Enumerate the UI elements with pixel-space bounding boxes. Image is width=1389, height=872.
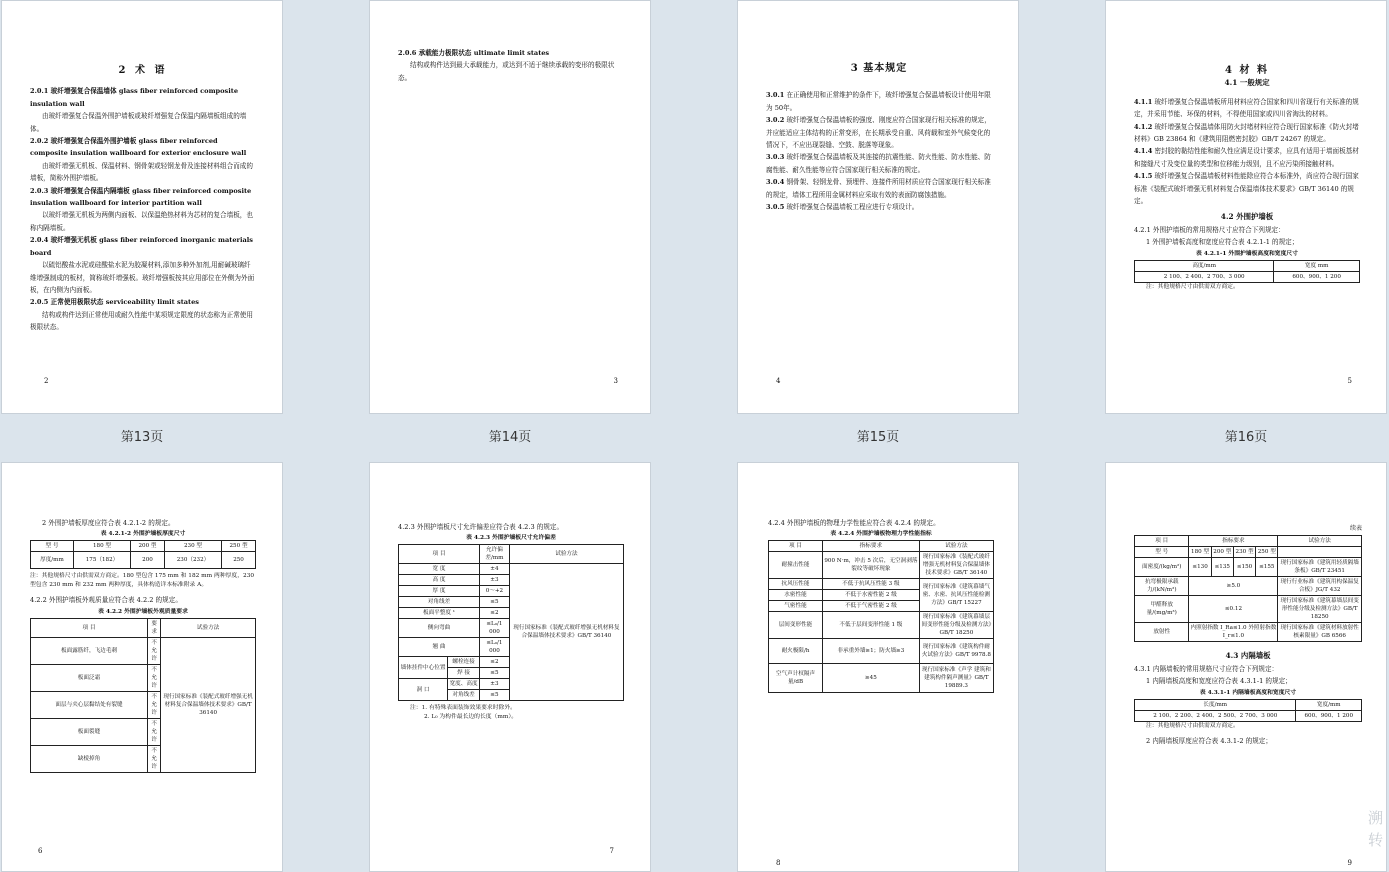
- page-14[interactable]: [369, 0, 651, 414]
- term-heading: 2.0.1 玻纤增强复合保温墙体 glass fiber reinforced composite insulation wall: [30, 87, 239, 108]
- clause: 3.0.5 玻纤增强复合保温墙板工程应进行专项设计。: [766, 203, 919, 212]
- term-body: 由玻纤增强复合保温外围护墙板或玻纤增强复合保温内隔墙板组成的墙体。: [30, 112, 247, 133]
- term-list: [30, 85, 256, 333]
- clause: 4.2.3 外围护墙板尺寸允许偏差应符合表 4.2.3 的规定。: [398, 523, 564, 531]
- page-label-16[interactable]: 第16页: [1224, 430, 1268, 445]
- term-body: 结构或构件达到最大承载能力，或达到不适于继续承载的变形的极限状态。: [398, 61, 615, 82]
- page-title: 4 材 料: [1225, 65, 1269, 76]
- table-caption: 表 4.2.3 外围护墙板尺寸允许偏差: [466, 535, 556, 542]
- term-entry: [30, 135, 256, 185]
- clause: 1 内隔墙板高度和宽度应符合表 4.3.1-1 的规定；: [1146, 677, 1292, 686]
- term-entry: [30, 185, 256, 235]
- clause: 4.2.1 外围护墙板的常用规格尺寸应符合下列规定：: [1134, 225, 1285, 234]
- page-label-15[interactable]: 第15页: [856, 430, 900, 445]
- page-number: 3: [613, 377, 618, 385]
- clause: 1 外围护墙板高度和宽度应符合表 4.2.1-1 的规定；: [1146, 238, 1299, 247]
- term-heading: 2.0.5 正常使用极限状态 serviceability limit states: [30, 298, 200, 307]
- page-15[interactable]: [737, 0, 1019, 414]
- page-title: 3 基本规定: [850, 63, 908, 74]
- page-number: 4: [776, 377, 781, 385]
- size-table: 高度/mm 宽度 mm 2 100、2 400、2 700、3 000 600、900、1 200: [1134, 260, 1360, 283]
- table-caption: 表 4.2.4 外围护墙板物理力学性能指标: [830, 531, 932, 538]
- clause: 4.2.2 外围护墙板外观质量应符合表 4.2.2 的规定。: [30, 596, 182, 605]
- physical-table: 项 目 指标要求 试验方法 耐撞击性能 900 N·m，冲击 5 次后，无空洞剥落裂纹等破坏现象 现行国家标准《装配式玻纤增强无机材料复合保温墙体技术要求》GB/T 36140 抗风压性能 不低于抗风压性能 3 级 现行国家标准《建筑幕墙气密、水密、抗风压性能检测方法》GB/T 15227 水密性能 不低于水密性能 2 级 气密性能 不低于气密性能 2 级 层间变形性能 不低于层间变形性能 1 级 现行国家标准《建筑幕墙层间变形性能分级及检测方法》GB/T 18250 耐火极限/h 非承重外墙≥1；防火墙≥3 现行国家标准《建筑构件耐火试验方法》GB/T 9978.8 空气声计权隔声量/dB ≥45 现行国家标准《声学 建筑和建筑构件隔声测量》GB/T 19889.3: [768, 540, 994, 693]
- page-number: 2: [44, 377, 49, 385]
- table-caption: 表 4.2.1-1 外围护墙板高度和宽度尺寸: [1196, 250, 1298, 257]
- term-entry: [30, 296, 256, 333]
- clause: 4.1.5 玻纤增强复合保温墙板材料性能除应符合本标准外，尚应符合现行国家标准《装配式玻纤增强无机材料复合保温墙体技术要求》GB/T 36140 的规定。: [1134, 172, 1359, 206]
- page-number: 8: [776, 859, 781, 867]
- page-title: 2 术 语: [118, 65, 168, 76]
- section-heading: 4.3 内隔墙板: [1225, 651, 1271, 661]
- clause: 3.0.1 在正确使用和正常维护的条件下，玻纤增强复合保温墙板设计使用年限为 50年。: [766, 91, 991, 112]
- page-number: 9: [1347, 859, 1352, 867]
- table-note: 注：其他规格尺寸由供需双方商定。: [1146, 722, 1239, 729]
- thickness-table: 型 号 180 型 200 型 230 型 250 型 厚度/mm 175（182） 200 230（232） 250: [30, 540, 256, 569]
- table-note: 注：其他规格尺寸由供需双方商定。: [1146, 283, 1239, 290]
- clause: 4.1.2 玻纤增强复合保温墙体用防火封堵材料应符合现行国家标准《防火封堵材料》GB 23864 和《建筑用阻燃密封胶》GB/T 24267 的规定。: [1134, 122, 1359, 144]
- term-body: 由玻纤增强无机板、保温材料、钢骨架或轻钢龙骨及连接材料组合而成的墙板，简称外围护墙板。: [30, 161, 253, 183]
- page-18[interactable]: [369, 462, 651, 872]
- table-caption: 表 4.2.1-2 外围护墙板厚度尺寸: [100, 531, 186, 538]
- term-body: 以玻纤增强无机板为两侧内面板、以保温绝热材料为芯材的复合墙板，也称内隔墙板。: [30, 211, 253, 232]
- table-note: 注：1. 有特殊表面装饰效果要求时除外。: [410, 705, 516, 712]
- clause: 4.1.4 密封胶的黏结性能和耐久性应满足设计要求，应具有适用于墙面板基材和接缝尺寸及变位量的类型和位移能力级别，且不应污染所接触材料。: [1134, 147, 1359, 168]
- deviation-table: 项 目 允许偏差/mm 试验方法 宽 度 ±4 现行国家标准《装配式玻纤增强无机材料复合保温墙体技术要求》GB/T 36140 高 度 ±3 厚 度 0～+2 对角线差 ≤5 板面平整度 ¹ ≤2 侧向弯曲 ≤L₀/1 000 翘 曲 ≤L₀/1 000 墙体挂件中心位置 螺栓连接 ≤2 焊 接 ≤5 洞 口 宽度、高度 ±3 对角线差 ≤5: [398, 544, 624, 701]
- table-caption: 表 4.3.1-1 内隔墙板高度和宽度尺寸: [1199, 689, 1297, 696]
- clause: 4.3.1 内隔墙板的常用规格尺寸应符合下列规定：: [1134, 664, 1279, 673]
- term-entry: [30, 85, 256, 135]
- continued-table: 项 目 指标要求 试验方法 型 号 180 型 200 型 230 型 250 型 面密度/(kg/m²) ≤130 ≤135 ≤150 ≤155 现行国家标准《建筑用轻质隔墙条板》GB/T 23451 抗弯极限承载力/(kN/m²) ≥5.0 现行行业标准《建筑用构保温复合板》JG/T 432 甲醛释放量/(mg/m³) ≤0.12 现行国家标准《建筑幕墙层间变形性能分级及检测方法》GB/T 18250 放射性 内照射指数 I_Ra≤1.0 外照射指数 I_r≤1.0 现行国家标准《建筑材料放射性核素限量》GB 6566: [1134, 535, 1362, 642]
- term-entry: [30, 234, 256, 296]
- clause: 2 外围护墙板厚度应符合表 4.2.1-2 的规定。: [42, 519, 175, 527]
- clause: 4.1.1 玻纤增强复合保温墙板所用材料应符合国家和四川省现行有关标准的规定，并采用节能、环保的材料，不得使用国家或四川省淘汰的材料。: [1134, 97, 1359, 119]
- page-number: 5: [1347, 377, 1352, 385]
- page-19[interactable]: [737, 462, 1019, 872]
- appearance-table: 项 目 要求 试验方法 板面露筋纤，飞边毛刺 不允许 现行国家标准《装配式玻纤增强无机材料复合保温墙体技术要求》GB/T 36140 板面泛霜 不允许 面层与夹心层黏结处有裂缝 不允许 板面裂缝 不允许 缺棱掉角 不允许: [30, 618, 256, 773]
- section-heading: 4.2 外围护墙板: [1220, 212, 1274, 222]
- term-heading: 2.0.3 玻纤增强复合保温内隔墙板 glass fiber reinforced composite insulation wallboard for interior partition wall: [30, 186, 252, 208]
- table-caption: 表 4.2.2 外围护墙板外观质量要求: [98, 608, 188, 615]
- clause: 3.0.2 玻纤增强复合保温墙板的强度、刚度应符合国家现行相关标准的规定，并应能适应主体结构的正常变形，在长期承受自重、风荷载和室外气候变化的情况下，不应出现裂缝、空鼓、脱落等现象。: [766, 116, 991, 150]
- term-heading: 2.0.4 玻纤增强无机板 glass fiber reinforced inorganic materials board: [30, 236, 253, 257]
- page-13[interactable]: [1, 0, 283, 414]
- page-16[interactable]: [1105, 0, 1387, 414]
- term-heading: 2.0.6 承载能力极限状态 ultimate limit states: [398, 49, 550, 57]
- page-number: 6: [38, 847, 43, 855]
- partition-size-table: 长度/mm 宽度/mm 2 100、2 200、2 400、2 500、2 700、3 000 600、900、1 200: [1134, 699, 1362, 722]
- page-17[interactable]: [1, 462, 283, 872]
- clause: 4.2.4 外围护墙板的物理力学性能应符合表 4.2.4 的规定。: [768, 519, 940, 527]
- clause: 2 内隔墙板厚度应符合表 4.3.1-2 的规定；: [1146, 736, 1272, 745]
- continued-label: 续表: [1349, 525, 1362, 532]
- page-label-13[interactable]: 第13页: [120, 430, 164, 445]
- page-number: 7: [609, 847, 614, 855]
- table-note: 注：其他规格尺寸由供需双方商定。180 型包含 175 mm 和 182 mm 两种厚度，230 型包含 230 mm 和 232 mm 两种厚度，具体构造详本标准附录 A。: [30, 573, 255, 589]
- table-note: 2. L₀ 为构件最长边的长度（mm）。: [424, 714, 518, 721]
- clause: 3.0.4 钢骨架、轻钢龙骨、预埋件、连接件所用材质应符合国家现行相关标准的规定，墙体工程所用金属材料应采取有效的表面防腐蚀措施。: [766, 178, 991, 199]
- term-body: 结构或构件达到正常使用或耐久性能中某项规定限度的状态称为正常使用极限状态。: [30, 310, 253, 332]
- watermark: 溯转: [1368, 809, 1384, 849]
- term-body: 以硫铝酸盐水泥或硅酸盐水泥为胶凝材料,添加多种外加剂,用耐碱玻璃纤维增强制成的板材，简称玻纤增强板。玻纤增强板按其应用部位在外侧为外面板，在内侧为内面板。: [30, 261, 255, 294]
- page-label-14[interactable]: 第14页: [488, 430, 532, 445]
- section-heading: 4.1 一般规定: [1224, 78, 1270, 88]
- page-20[interactable]: [1105, 462, 1387, 872]
- term-heading: 2.0.2 玻纤增强复合保温外围护墙板 glass fiber reinforced composite insulation wallboard for exterior enclosure wall: [30, 137, 247, 158]
- clause: 3.0.3 玻纤增强复合保温墙板及其连接的抗震性能、防火性能、防水性能、防腐性能、耐久性能等应符合国家现行相关标准的规定。: [766, 153, 991, 174]
